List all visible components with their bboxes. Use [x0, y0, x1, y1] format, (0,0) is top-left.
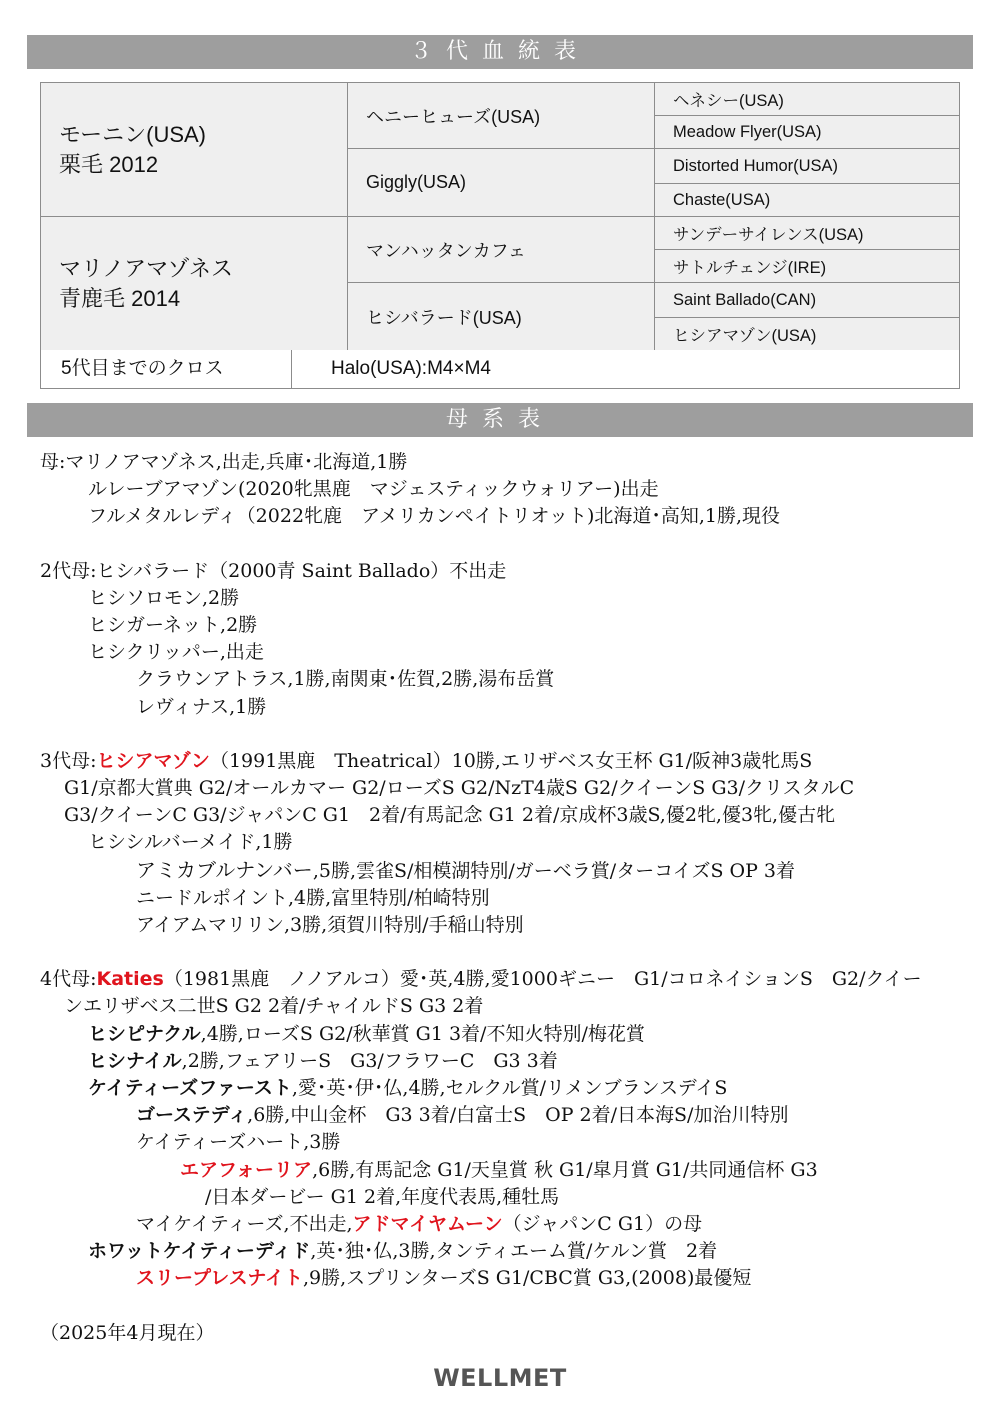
hishi-nile-record: ,2勝,フェアリーS G3/フラワーC G3 3着	[181, 1049, 558, 1072]
cross-label: 5代目までのクロス	[41, 350, 292, 388]
dam-dam: ヒシバラード(USA)	[348, 283, 655, 351]
hishi-pinnacle-record: ,4勝,ローズS G2/秋華賞 G1 3着/不知火特別/梅花賞	[200, 1022, 645, 1045]
third-dam-child-1: ヒシシルバーメイド,1勝	[88, 831, 293, 854]
amicable-number-name: アミカブルナンバー	[136, 857, 313, 882]
third-dam-record-3: G3/クイーンC G3/ジャパンC G1 2着/有馬記念 G1 2着/京成杯3歳S,優2牝,優3牝,優古牝	[64, 804, 836, 827]
air-shakur-record-2: /日本ダービー G1 2着,年度代表馬,種牡馬	[205, 1185, 560, 1208]
air-shakur-record-1: ,6勝,有馬記念 G1/天皇賞 秋 G1/皐月賞 G1/共同通信杯 G3	[312, 1158, 818, 1181]
dam-dam-dam: ヒシアマゾン(USA)	[655, 318, 960, 351]
fourth-dam-grandchild-1	[40, 1102, 965, 1129]
second-dam-line: 2代母:ヒシバラード（2000青 Saint Ballado）不出走	[40, 559, 507, 582]
sire-sire-sire: ヘネシー(USA)	[655, 83, 960, 116]
cross-value: Halo(USA):M4×M4	[331, 358, 491, 379]
wellmet-logo: WELLMET	[433, 1364, 567, 1392]
sire-dam: Giggly(USA)	[348, 149, 655, 217]
second-dam-child-1: ヒシソロモン,2勝	[88, 586, 240, 609]
third-dam-grandchild-3: アイアムマリリン,3勝,須賀川特別/手稲山特別	[136, 914, 524, 937]
katies-first-record: ,愛･英･伊･仏,4勝,セルクル賞/リメンブランスデイS	[291, 1077, 728, 1100]
dam-info: 青鹿毛 2014	[59, 285, 181, 311]
amicable-number-record: ,5勝,雲雀S/相模湖特別/ガーベラ賞/ターコイズS OP 3着	[312, 859, 795, 882]
sire-info: 栗毛 2012	[59, 151, 159, 177]
fourth-dam-child-3	[40, 1075, 965, 1102]
sire-sire-dam: Meadow Flyer(USA)	[655, 116, 960, 149]
fourth-dam-child-1	[40, 1021, 965, 1048]
pedigree-table	[40, 82, 960, 351]
second-dam-grandchild-1: クラウンアトラス,1勝,南関東･佐賀,2勝,湯布岳賞	[136, 668, 555, 691]
sire-sire: ヘニーヒューズ(USA)	[348, 83, 655, 149]
dam-dam-sire: Saint Ballado(CAN)	[655, 283, 960, 318]
third-dam-grandchild-1	[40, 857, 965, 885]
third-dam-record-2: G1/京都大賞典 G2/オールカマー G2/ローズS G2/NzT4歳S G2/クイーンS G3/クリスタルC	[64, 777, 855, 800]
fourth-dam-record-2: ンエリザベス二世S G2 2着/チャイルドS G3 2着	[64, 995, 484, 1018]
dam-cell	[41, 217, 348, 351]
third-dam-grandchild-2: ニードルポイント,4勝,富里特別/柏崎特別	[136, 886, 490, 909]
sleepless-night-record: ,9勝,スプリンターズS G1/CBC賞 G3,(2008)最優短	[303, 1267, 752, 1290]
sire-name: モーニン(USA)	[59, 121, 207, 147]
fourth-dam-grandchild-2: ケイティーズハート,3勝	[136, 1131, 341, 1154]
second-dam-grandchild-2: レヴィナス,1勝	[136, 695, 267, 718]
fourth-dam-child-2	[40, 1048, 965, 1075]
fourth-dam-grandchild-3	[40, 1211, 965, 1238]
dam-sire: マンハッタンカフェ	[348, 217, 655, 283]
air-shakur-name: エアフォーリア	[180, 1158, 313, 1181]
fourth-dam-grandchild-4	[40, 1265, 965, 1292]
what-katie-did-record: ,英･独･仏,3勝,タンティエーム賞/ケルン賞 2着	[310, 1240, 718, 1263]
family-header: 母系表	[27, 403, 973, 437]
cross-row	[40, 350, 960, 389]
admire-moon-note: （ジャパンC G1）の母	[502, 1213, 703, 1236]
second-dam-child-3: ヒシクリッパー,出走	[88, 641, 264, 664]
dam-child-1: ルレーブアマゾン(2020牝黒鹿 マジェスティックウォリアー)出走	[88, 478, 659, 501]
fourth-dam-record-1: （1981黒鹿 ノノアルコ）愛･英,4勝,愛1000ギニー G1/コロネイションS G2/クイー	[163, 968, 922, 991]
third-dam-record-1: （1991黒鹿 Theatrical）10勝,エリザベス女王杯 G1/阪神3歳牝馬S	[209, 749, 813, 772]
what-katie-did-name: ホワットケイティーディド	[88, 1240, 311, 1263]
fourth-dam-line	[40, 966, 965, 993]
third-dam-name: ヒシアマゾン	[96, 749, 210, 772]
hishi-pinnacle-name: ヒシピナクル	[88, 1022, 201, 1045]
sire-dam-sire: Distorted Humor(USA)	[655, 149, 960, 184]
dam-sire-dam: サトルチェンジ(IRE)	[655, 250, 960, 283]
katies-first-name: ケイティーズファースト	[88, 1077, 292, 1100]
dam-child-2: フルメタルレディ（2022牝鹿 アメリカンペイトリオット)北海道･高知,1勝,現役	[88, 505, 781, 528]
pedigree-header: ３代血統表	[27, 35, 973, 69]
sire-dam-dam: Chaste(USA)	[655, 184, 960, 217]
go-steady-record: ,6勝,中山金杯 G3 3着/白富士S OP 2着/日本海S/加治川特別	[247, 1104, 789, 1127]
sire-cell	[41, 83, 348, 217]
third-dam-prefix: 3代母:	[40, 749, 97, 772]
fourth-dam-prefix: 4代母:	[40, 968, 97, 991]
family-section	[40, 449, 965, 1347]
fourth-dam-great-grandchild-1	[40, 1157, 965, 1184]
second-dam-child-2: ヒシガーネット,2勝	[88, 614, 258, 637]
sleepless-night-name: スリープレスナイト	[136, 1267, 304, 1290]
third-dam-line	[40, 748, 965, 775]
hishi-nile-name: ヒシナイル	[88, 1049, 182, 1072]
as-of-date: （2025年4月現在）	[40, 1321, 215, 1344]
fourth-dam-child-4	[40, 1238, 965, 1265]
admire-moon-name: アドマイヤムーン	[352, 1213, 503, 1236]
fourth-dam-name: Katies	[96, 968, 164, 991]
dam-line: 母:マリノアマゾネス,出走,兵庫･北海道,1勝	[40, 451, 408, 473]
go-steady-name: ゴーステディ	[136, 1104, 248, 1127]
dam-name: マリノアマゾネス	[59, 255, 234, 281]
my-katies-text: マイケイティーズ,不出走,	[136, 1213, 353, 1236]
dam-sire-sire: サンデーサイレンス(USA)	[655, 217, 960, 250]
